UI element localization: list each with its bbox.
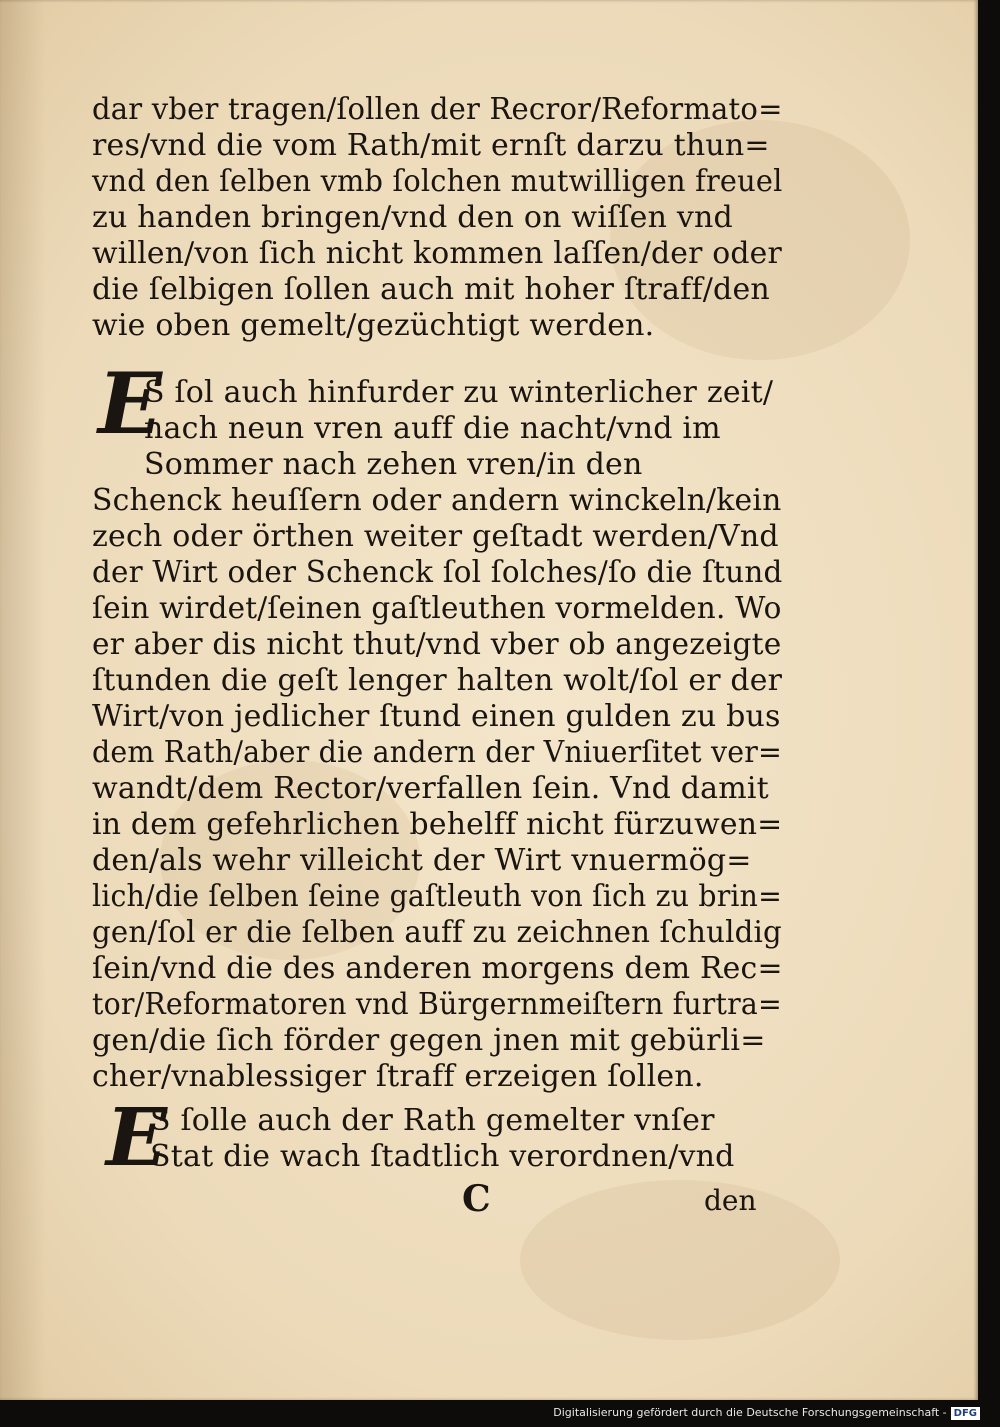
signature-mark: C xyxy=(462,1178,491,1220)
footer-text: Digitalisierung gefördert durch die Deutsche Forschungsgemeinschaft - xyxy=(553,1406,947,1419)
text-line: die ſelbigen ſollen auch mit hoher ſtraff/den xyxy=(92,272,770,307)
text-line: zu handen bringen/vnd den on wiſſen vnd xyxy=(92,200,733,235)
footer-credit xyxy=(553,1406,980,1420)
text-line: tor/Reformatoren vnd Bürgernmeiſtern furtra= xyxy=(92,987,782,1022)
text-line: willen/von ſich nicht kommen laſſen/der oder xyxy=(92,236,782,271)
text-line: vnd den ſelben vmb ſolchen mutwilligen freuel xyxy=(92,164,783,199)
text-line: Sommer nach zehen vren/in den xyxy=(144,447,643,482)
text-line: den/als wehr villeicht der Wirt vnuermög= xyxy=(92,843,752,878)
text-line: in dem gefehrlichen behelff nicht fürzuwen= xyxy=(92,807,783,842)
drop-initial: E xyxy=(106,1090,167,1184)
text-line: nach neun vren auff die nacht/vnd im xyxy=(144,411,721,446)
text-line: res/vnd die vom Rath/mit ernſt darzu thun= xyxy=(92,128,770,163)
text-line: ſein wirdet/ſeinen gaſtleuthen vormelden. Wo xyxy=(92,591,782,626)
text-line: S ſol auch hinfurder zu winterlicher zeit/ xyxy=(144,375,774,410)
text-line: S ſolle auch der Rath gemelter vnſer xyxy=(150,1103,715,1138)
drop-initial: E xyxy=(98,354,163,453)
text-line: Stat die wach ſtadtlich verordnen/vnd xyxy=(150,1139,735,1174)
text-line: zech oder örthen weiter geſtadt werden/Vnd xyxy=(92,519,779,554)
text-line: gen/ſol er die ſelben auff zu zeichnen ſchuldig xyxy=(92,915,782,950)
text-line: Wirt/von jedlicher ſtund einen gulden zu bus xyxy=(92,699,781,734)
text-line: der Wirt oder Schenck ſol ſolches/ſo die ſtund xyxy=(92,555,783,590)
text-line: dar vber tragen/ſollen der Recror/Reformato= xyxy=(92,92,783,127)
dfg-logo: DFG xyxy=(951,1407,980,1420)
text-line: er aber dis nicht thut/vnd vber ob angezeigte xyxy=(92,627,782,662)
text-line: dem Rath/aber die andern der Vniuerſitet ver= xyxy=(92,735,783,770)
text-line: ſein/vnd die des anderen morgens dem Rec= xyxy=(92,951,783,986)
text-line: Schenck heuſſern oder andern winckeln/kein xyxy=(92,483,782,518)
text-line: cher/vnablessiger ſtraff erzeigen ſollen. xyxy=(92,1059,704,1094)
catchword: den xyxy=(704,1184,757,1217)
text-line: gen/die ſich förder gegen jnen mit gebürli= xyxy=(92,1023,766,1058)
text-line: ſtunden die geſt lenger halten wolt/ſol er der xyxy=(92,663,783,698)
text-line: lich/die ſelben ſeine gaſtleuth von ſich zu brin= xyxy=(92,879,783,914)
paper-stain xyxy=(520,1180,840,1340)
text-line: wie oben gemelt/gezüchtigt werden. xyxy=(92,308,655,343)
text-line: wandt/dem Rector/verfallen ſein. Vnd damit xyxy=(92,771,769,806)
